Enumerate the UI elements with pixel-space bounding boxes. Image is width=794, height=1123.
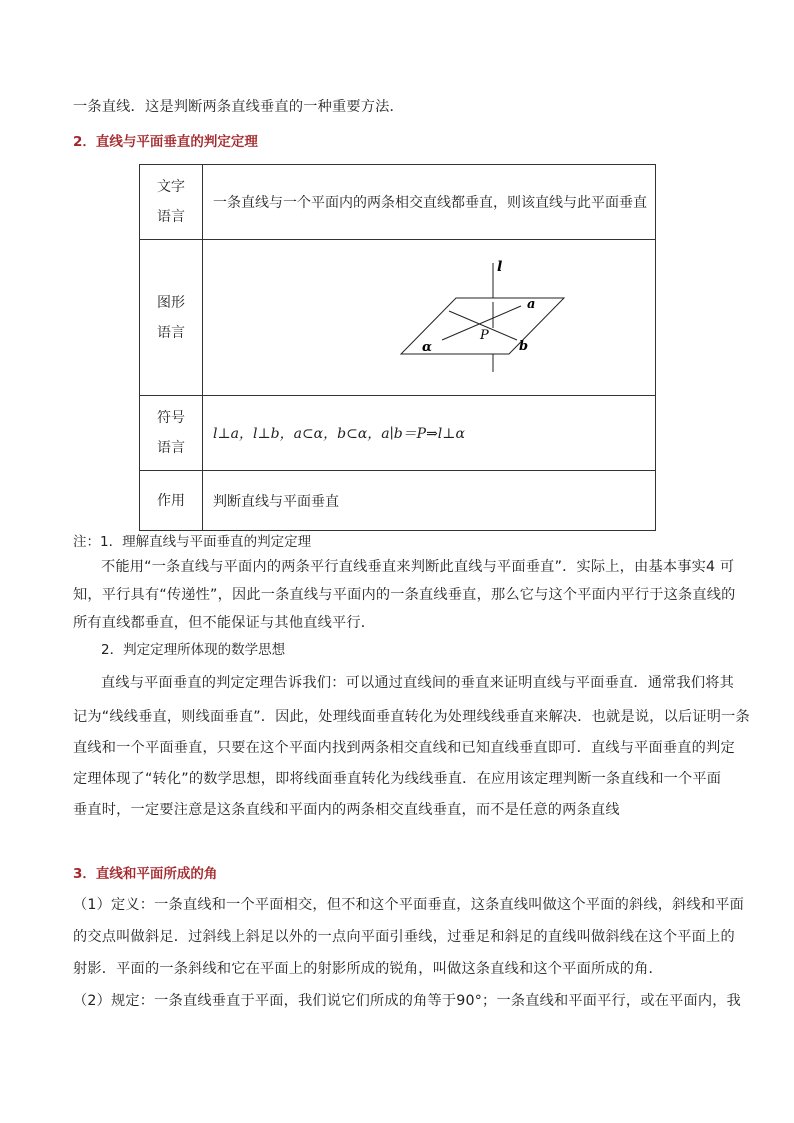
row-content-symbol: l⊥a，l⊥b，a⊂α，b⊂α，a∣b＝P⇒l⊥α (203, 396, 656, 471)
note-para1-line-3: 所有直线都垂直，但不能保证与其他直线平行． (73, 615, 376, 631)
plane-figure (204, 241, 659, 394)
label-alpha: α (422, 340, 433, 355)
note-title: 注：1．理解直线与平面垂直的判定定理 (73, 534, 312, 550)
row-head-use: 作用 (140, 471, 203, 531)
row-content-use: 判断直线与平面垂直 (203, 471, 656, 531)
theorem-table (139, 164, 656, 531)
figure-cell (203, 240, 656, 396)
table-row-figure (140, 240, 656, 396)
note-para2-line-5: 垂直时，一定要注意是这条直线和平面内的两条相交直线垂直，而不是任意的两条直线 (73, 802, 620, 818)
row-content-text: 一条直线与一个平面内的两条相交直线都垂直，则该直线与此平面垂直 (203, 165, 656, 240)
label-l: l (497, 259, 503, 275)
row-head-figure: 图形 语言 (140, 240, 203, 396)
note-para2-line-1: 直线与平面垂直的判定定理告诉我们：可以通过直线间的垂直来证明直线与平面垂直．通常我们将其 (101, 675, 735, 691)
note-para2-line-2: 记为“线线垂直，则线面垂直”．因此，处理线面垂直转化为处理线线垂直来解决．也就是说，以后证明一条 (73, 709, 750, 725)
table-row-text (140, 165, 656, 240)
section-3-title: 3．直线和平面所成的角 (73, 866, 218, 882)
note-para1-line-1: 不能用“一条直线与平面内的两条平行直线垂直来判断此直线与平面垂直”．实际上，由基本事实4 可 (101, 559, 735, 575)
section-3-line-1: （1）定义：一条直线和一个平面相交，但不和这个平面垂直，这条直线叫做这个平面的斜线，斜线和平面 (73, 897, 745, 913)
note-para1-line-2: 知，平行具有“传递性”，因此一条直线与平面内的一条直线垂直，那么它与这个平面内平行于这条直线的 (73, 587, 736, 603)
row-head-symbol: 符号 语言 (140, 396, 203, 471)
note-para2-line-4: 定理体现了“转化”的数学思想，即将线面垂直转化为线线垂直．在应用该定理判断一条直线和一个平面 (73, 771, 722, 787)
note-subtitle-2: 2．判定定理所体现的数学思想 (101, 642, 286, 658)
section-3-line-3: 射影．平面的一条斜线和它在平面上的射影所成的锐角，叫做这条直线和这个平面所成的角． (73, 961, 663, 977)
section-3-line-2: 的交点叫做斜足．过斜线上斜足以外的一点向平面引垂线，过垂足和斜足的直线叫做斜线在这个平面上的 (73, 929, 735, 945)
table-row-symbol (140, 396, 656, 471)
note-para2-line-3: 直线和一个平面垂直，只要在这个平面内找到两条相交直线和已知直线垂直即可．直线与平面垂直的判定 (73, 740, 735, 756)
section-2-title: 2．直线与平面垂直的判定定理 (73, 134, 258, 150)
label-a: a (527, 297, 536, 312)
intro-line: 一条直线．这是判断两条直线垂直的一种重要方法． (73, 99, 404, 115)
section-3-line-4: （2）规定：一条直线垂直于平面，我们说它们所成的角等于90°；一条直线和平面平行，或在平面内，我 (73, 993, 742, 1009)
row-head-text: 文字 语言 (140, 165, 203, 240)
table-row-use (140, 471, 656, 531)
label-b: b (519, 339, 529, 354)
label-p: P (480, 328, 489, 343)
